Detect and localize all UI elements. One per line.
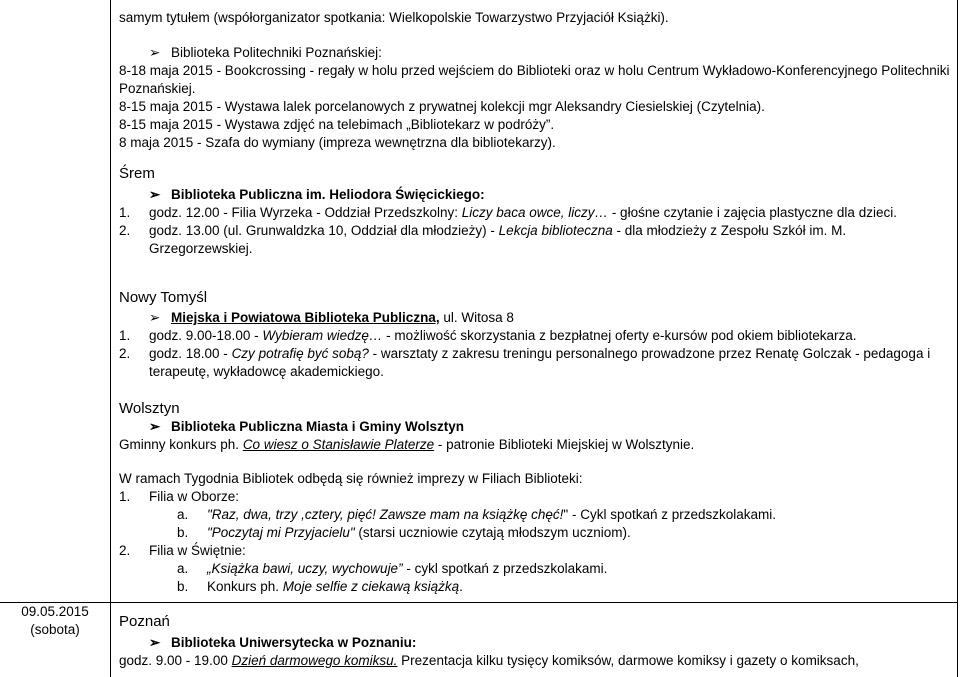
table-left-column-border [110,0,111,677]
arrow-bullet-icon: ➢ [149,187,161,202]
poznan-section [119,613,950,670]
table-right-border [957,0,958,677]
poznan-item: godz. 9.00 - 19.00 Dzień darmowego komiksu. Prezentacja kilku tysięcy komiksów, darmowe komiksy i gazety o komiksach, [119,653,859,668]
list-item: 2. godz. 18.00 - Czy potrafię być sobą? - warsztaty z zakresu treningu personalnego prowadzone przez Renatę Golczak - pedagoga i terapeutę, wykładowcę akademickiego. [119,346,931,379]
list-item: 1. godz. 12.00 - Filia Wyrzeka - Oddział Przedszkolny: Liczy baca owce, liczy… - głośne czytanie i zajęcia plastyczne dla dzieci. [119,205,897,220]
city-heading: Nowy Tomyśl [119,289,208,306]
sub-list-item: b. "Poczytaj mi Przyjacielu" (starsi uczniowie czytają młodszym uczniom). [177,525,631,540]
sub-list-item: a. "Raz, dwa, trzy ,cztery, pięć! Zawsze mam na książkę chęć!" - Cykl spotkań z przedszkolakami. [177,507,777,522]
library-heading: ➢ Miejska i Powiatowa Biblioteka Publiczna, ul. Witosa 8 [149,310,514,325]
city-heading: Poznań [119,613,170,630]
srem-section [119,165,950,258]
top-line: samym tytułem (współorganizator spotkania: Wielkopolskie Towarzystwo Przyjaciół Książki). [119,10,669,25]
sub-list-item: a. „Książka bawi, uczy, wychowuje” - cykl spotkań z przedszkolakami. [177,561,608,576]
nowy-tomysl-section [119,289,950,381]
arrow-bullet-icon: ➢ [149,310,161,325]
arrow-bullet-icon: ➢ [149,45,161,60]
konkurs-line: Gminny konkurs ph. Co wiesz o Stanisławie Platerze - patronie Biblioteki Miejskiej w Wolsztynie. [119,437,695,452]
politechnika-item: 8-15 maja 2015 - Wystawa zdjęć na telebimach „Bibliotekarz w podróży”. [119,117,555,132]
politechnika-heading: ➢ Biblioteka Politechniki Poznańskiej: [149,45,382,60]
date-text: 09.05.2015 [21,604,89,619]
wolsztyn-section [119,400,950,596]
list-item: 1. Filia w Oborze: [119,489,240,504]
filie-intro: W ramach Tygodnia Bibliotek odbędą się również imprezy w Filiach Biblioteki: [119,471,583,486]
library-heading: ➢ Biblioteka Publiczna Miasta i Gminy Wolsztyn [149,419,465,434]
arrow-bullet-icon: ➢ [149,635,161,650]
politechnika-item: 8-18 maja 2015 - Bookcrossing - regały w holu przed wejściem do Biblioteki oraz w holu Centrum Wykładowo-Konferencyjnego Politechniki Poznańskiej. [119,63,950,96]
list-item: 1. godz. 9.00-18.00 - Wybieram wiedzę… - możliwość skorzystania z bezpłatnej oferty e-kursów pod okiem bibliotekarza. [119,328,857,343]
library-heading: ➢ Biblioteka Uniwersytecka w Poznaniu: [149,635,417,650]
list-item: 2. godz. 13.00 (ul. Grunwaldzka 10, Oddział dla młodzieży) - Lekcja biblioteczna - dla młodzieży z Zespołu Szkół im. M. Grzegorzewskiej. [119,223,847,256]
library-heading: ➢ Biblioteka Publiczna im. Heliodora Święcickiego: [149,187,485,202]
city-heading: Śrem [119,165,155,182]
sub-list-item: b. Konkurs ph. Moje selfie z ciekawą książką. [177,579,463,594]
day-text: (sobota) [30,622,80,637]
arrow-bullet-icon: ➢ [149,419,161,434]
politechnika-section [119,44,950,152]
city-heading: Wolsztyn [119,400,180,417]
list-item: 2. Filia w Świętnie: [119,543,246,558]
row-divider [0,602,957,603]
politechnika-item: 8-15 maja 2015 - Wystawa lalek porcelanowych z prywatnej kolekcji mgr Aleksandry Ciesielskiej (Czytelnia). [119,99,765,114]
date-cell [0,603,110,639]
politechnika-item: 8 maja 2015 - Szafa do wymiany (impreza wewnętrzna dla bibliotekarzy). [119,135,556,150]
